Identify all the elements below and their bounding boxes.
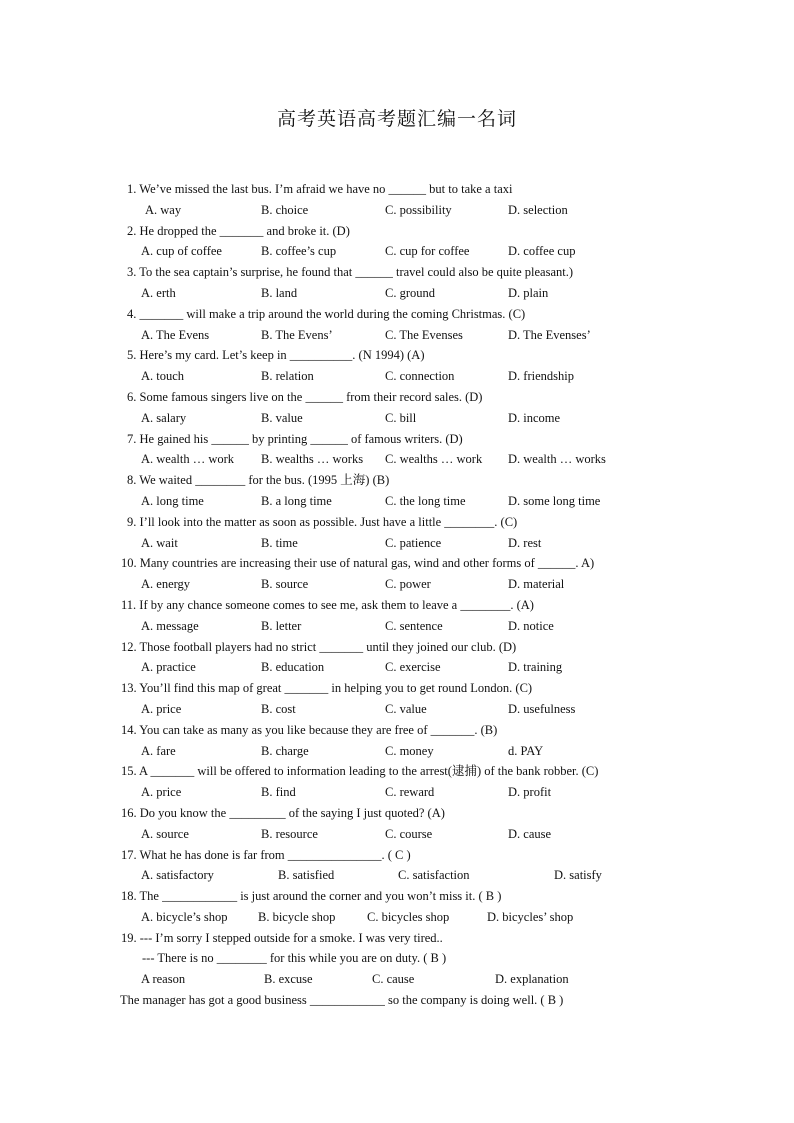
answer-option: A. way bbox=[145, 202, 182, 217]
answer-option: A. salary bbox=[141, 410, 187, 425]
answer-option: B. wealths … works bbox=[261, 452, 364, 467]
answer-option: B. land bbox=[261, 285, 298, 300]
answer-option: A. price bbox=[141, 701, 182, 716]
question-text: 16. Do you know the _________ of the saying I just quoted? (A) bbox=[121, 805, 445, 820]
answer-option: C. exercise bbox=[385, 660, 441, 675]
answer-option: B. bicycle shop bbox=[258, 909, 336, 924]
answer-option: B. charge bbox=[261, 743, 309, 758]
answer-options bbox=[0, 969, 794, 990]
answer-option: D. rest bbox=[508, 535, 542, 550]
answer-option: D. satisfy bbox=[554, 868, 602, 883]
answer-option: A. erth bbox=[141, 285, 176, 300]
answer-option: C. reward bbox=[385, 785, 435, 800]
answer-option: C. cause bbox=[372, 972, 415, 987]
question-text: 2. He dropped the _______ and broke it. (D) bbox=[127, 223, 350, 238]
question-text: 18. The ____________ is just around the corner and you won’t miss it. ( B ) bbox=[121, 889, 502, 904]
answer-option: C. power bbox=[385, 577, 431, 592]
answer-option: C. cup for coffee bbox=[385, 244, 470, 259]
question-text: 6. Some famous singers live on the ______ from their record sales. (D) bbox=[127, 389, 483, 404]
answer-options bbox=[0, 449, 794, 470]
answer-option: A. The Evens bbox=[141, 327, 210, 342]
answer-option: D. notice bbox=[508, 618, 554, 633]
question-text: 13. You’ll find this map of great _______ in helping you to get round London. (C) bbox=[121, 681, 533, 696]
answer-option: D. some long time bbox=[508, 493, 601, 508]
answer-options bbox=[0, 533, 794, 554]
answer-option: A. touch bbox=[141, 369, 185, 384]
answer-option: C. money bbox=[385, 743, 434, 758]
answer-option: A. wealth … work bbox=[141, 452, 235, 467]
question-text: 9. I’ll look into the matter as soon as possible. Just have a little ________. (C) bbox=[127, 514, 518, 529]
page-title: 高考英语高考题汇编一名词 bbox=[276, 108, 517, 130]
answer-options bbox=[0, 824, 794, 845]
answer-option: A. wait bbox=[141, 535, 178, 550]
answer-option: D. cause bbox=[508, 826, 552, 841]
answer-option: A. fare bbox=[141, 743, 176, 758]
answer-option: A. practice bbox=[141, 660, 196, 675]
answer-option: A. satisfactory bbox=[141, 868, 214, 883]
answer-option: B. relation bbox=[261, 369, 314, 384]
question-text: 15. A _______ will be offered to information leading to the arrest(逮捕) of the bank robber. (C) bbox=[121, 764, 599, 779]
answer-options bbox=[0, 865, 794, 886]
answer-option: D. selection bbox=[508, 202, 568, 217]
question-text: The manager has got a good business ____________ so the company is doing well. ( B ) bbox=[120, 993, 564, 1008]
answer-option: B. excuse bbox=[264, 972, 313, 987]
answer-option: C. ground bbox=[385, 285, 435, 300]
answer-option: B. resource bbox=[261, 826, 318, 841]
answer-option: D. bicycles’ shop bbox=[487, 909, 574, 924]
answer-option: A. bicycle’s shop bbox=[141, 909, 228, 924]
answer-option: D. income bbox=[508, 410, 561, 425]
question-text: 4. _______ will make a trip around the world during the coming Christmas. (C) bbox=[127, 306, 526, 321]
answer-option: d. PAY bbox=[508, 743, 544, 758]
answer-options bbox=[0, 741, 794, 762]
answer-option: B. satisfied bbox=[278, 868, 335, 883]
answer-option: C. The Evenses bbox=[385, 327, 463, 342]
answer-option: C. connection bbox=[385, 369, 455, 384]
answer-options bbox=[0, 616, 794, 637]
answer-option: C. bicycles shop bbox=[367, 909, 450, 924]
answer-option: B. education bbox=[261, 660, 325, 675]
answer-option: D. material bbox=[508, 577, 565, 592]
answer-options bbox=[0, 325, 794, 346]
answer-option: C. course bbox=[385, 826, 433, 841]
question-text: 7. He gained his ______ by printing ______ of famous writers. (D) bbox=[127, 431, 463, 446]
question-text: 1. We’ve missed the last bus. I’m afraid we have no ______ but to take a taxi bbox=[127, 182, 513, 196]
answer-option: C. the long time bbox=[385, 493, 466, 508]
answer-option: B. a long time bbox=[261, 493, 332, 508]
answer-option: A. source bbox=[141, 826, 189, 841]
answer-options bbox=[0, 657, 794, 678]
answer-option: B. The Evens’ bbox=[261, 327, 333, 342]
answer-options bbox=[0, 491, 794, 512]
answer-options bbox=[0, 408, 794, 429]
question-text: 3. To the sea captain’s surprise, he found that ______ travel could also be quite pleasant.) bbox=[127, 265, 573, 280]
question-text: 14. You can take as many as you like because they are free of _______. (B) bbox=[121, 722, 498, 737]
answer-option: B. time bbox=[261, 535, 298, 550]
question-text: 10. Many countries are increasing their use of natural gas, wind and other forms of ______. A) bbox=[121, 556, 595, 571]
answer-option: B. cost bbox=[261, 701, 296, 716]
answer-option: D. wealth … works bbox=[508, 452, 606, 467]
answer-option: A. long time bbox=[141, 493, 204, 508]
answer-option: A. message bbox=[141, 618, 199, 633]
answer-option: C. possibility bbox=[385, 202, 452, 217]
answer-option: D. usefulness bbox=[508, 701, 576, 716]
answer-option: B. letter bbox=[261, 618, 302, 633]
question-text: 5. Here’s my card. Let’s keep in __________. (N 1994) (A) bbox=[127, 348, 425, 363]
answer-option: C. sentence bbox=[385, 618, 443, 633]
answer-option: B. find bbox=[261, 785, 296, 800]
answer-options bbox=[0, 574, 794, 595]
question-text: 17. What he has done is far from _______________. ( C ) bbox=[121, 847, 411, 862]
answer-options bbox=[0, 366, 794, 387]
answer-option: A reason bbox=[141, 972, 186, 987]
answer-options bbox=[0, 283, 794, 304]
question-list bbox=[0, 179, 794, 1011]
answer-options bbox=[0, 907, 794, 928]
question-text: 12. Those football players had no strict _______ until they joined our club. (D) bbox=[121, 639, 517, 654]
answer-option: D. training bbox=[508, 660, 563, 675]
answer-option: B. value bbox=[261, 410, 303, 425]
answer-options bbox=[0, 699, 794, 720]
answer-option: D. friendship bbox=[508, 369, 574, 384]
answer-option: A. cup of coffee bbox=[141, 244, 222, 259]
answer-option: C. wealths … work bbox=[385, 452, 483, 467]
answer-option: D. explanation bbox=[495, 972, 569, 987]
question-text: 19. --- I’m sorry I stepped outside for a smoke. I was very tired.. bbox=[121, 930, 443, 945]
answer-option: B. choice bbox=[261, 202, 309, 217]
answer-option: B. source bbox=[261, 577, 309, 592]
answer-option: A. energy bbox=[141, 577, 191, 592]
answer-option: D. profit bbox=[508, 785, 552, 800]
answer-options bbox=[0, 782, 794, 803]
answer-option: A. price bbox=[141, 785, 182, 800]
answer-options bbox=[0, 200, 794, 221]
answer-option: C. value bbox=[385, 701, 427, 716]
question-text: --- There is no ________ for this while you are on duty. ( B ) bbox=[142, 951, 447, 966]
answer-options bbox=[0, 241, 794, 262]
question-text: 8. We waited ________ for the bus. (1995 上海) (B) bbox=[127, 473, 390, 488]
answer-option: D. plain bbox=[508, 285, 549, 300]
answer-option: D. The Evenses’ bbox=[508, 327, 591, 342]
answer-option: B. coffee’s cup bbox=[261, 244, 337, 259]
question-text: 11. If by any chance someone comes to see me, ask them to leave a ________. (A) bbox=[121, 597, 534, 612]
answer-option: C. bill bbox=[385, 410, 417, 425]
answer-option: C. satisfaction bbox=[398, 868, 470, 883]
answer-option: D. coffee cup bbox=[508, 244, 576, 259]
answer-option: C. patience bbox=[385, 535, 442, 550]
